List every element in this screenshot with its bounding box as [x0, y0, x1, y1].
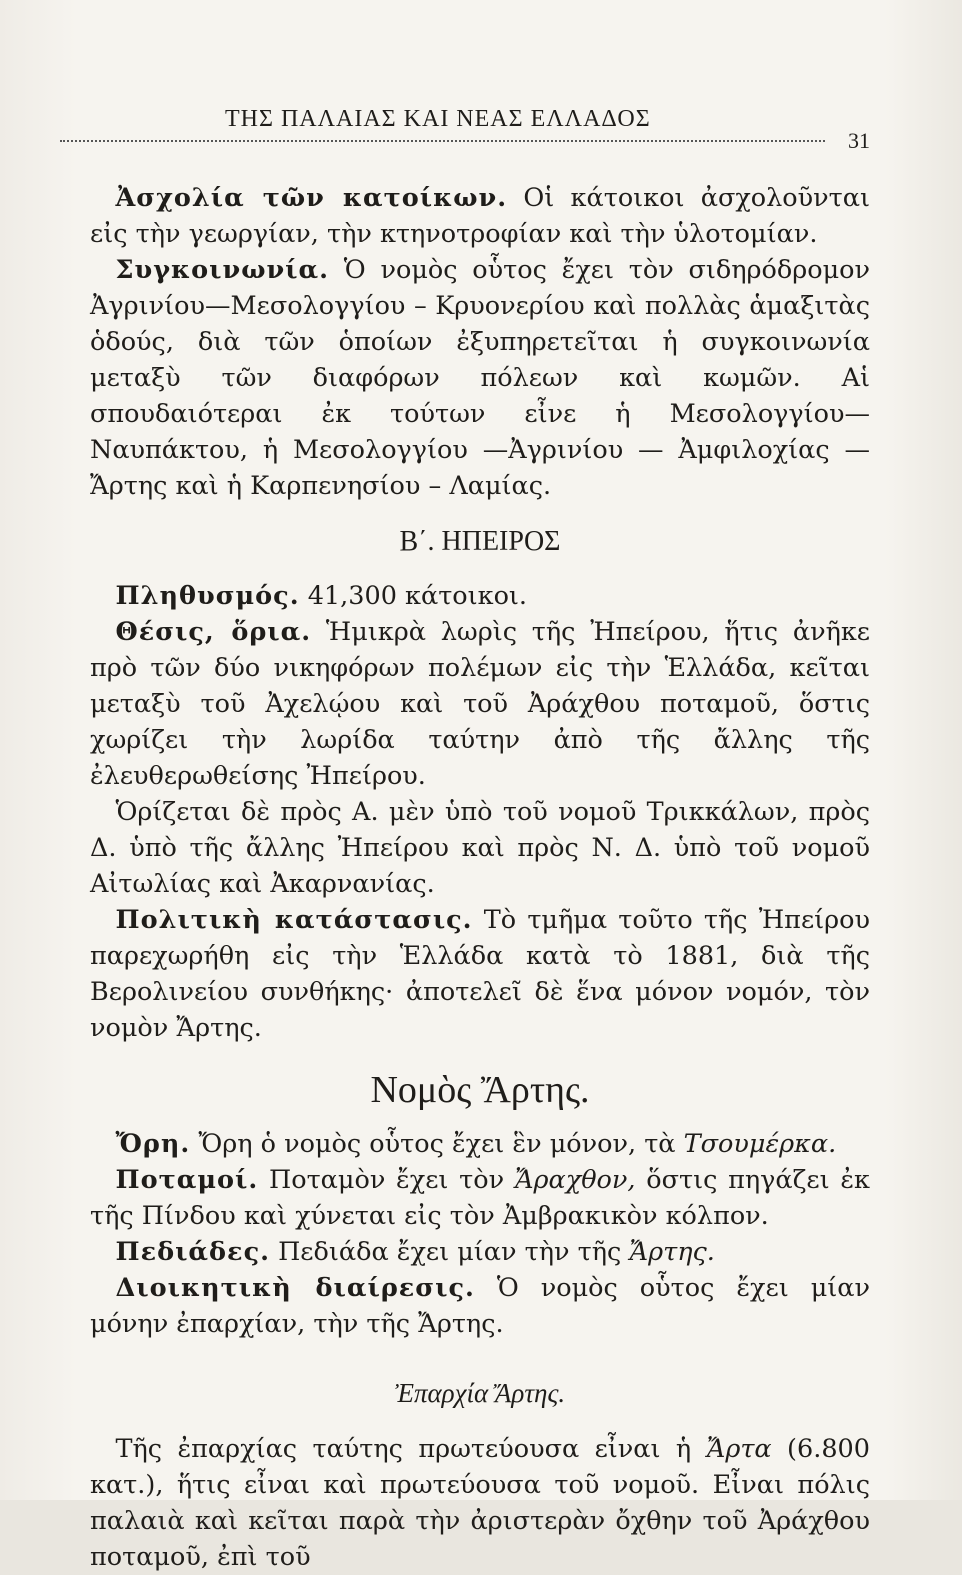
paragraph-rivers: [90, 1162, 870, 1234]
text-communication: Ὁ νομὸς οὗτος ἔχει τὸν σιδηρόδρομον Ἀγρινίου—Μεσολογγίου – Κρυονερίου καὶ πολλὰς ἁμαξιτὰς ὁδούς, διὰ τῶν ὁποίων ἐξυπηρετεῖται ἡ συγκοινωνία μεταξὺ τῶν διαφόρων πόλεων καὶ κωμῶν. Αἱ σπουδαιότεραι ἐκ τούτων εἶνε ἡ Μεσολογγίου—Ναυπάκτου, ἡ Μεσολογγίου —Ἀγρινίου — Ἀμφιλοχίας — Ἄρτης καὶ ἡ Καρπενησίου – Λαμίας.: [90, 255, 870, 501]
text-political: Τὸ τμῆμα τοῦτο τῆς Ἠπείρου παρεχωρήθη εἰς τὴν Ἑλλάδα κατὰ τὸ 1881, διὰ τῆς Βερολινείου συνθήκης· ἀποτελεῖ δὲ ἕνα μόνον νομόν, τὸν νομὸν Ἄρτης.: [90, 905, 870, 1043]
keyword-political: Πολιτικὴ κατάστασις.: [115, 905, 473, 935]
running-header: [60, 98, 880, 158]
text-occupation: Οἱ κάτοικοι ἀσχολοῦνται εἰς τὴν γεωργίαν, τὴν κτηνοτροφίαν καὶ τὴν ὑλοτομίαν.: [90, 183, 870, 249]
keyword-administration: Διοικητικὴ διαίρεσις.: [115, 1273, 475, 1303]
text-population: 41,300 κάτοικοι.: [299, 581, 528, 611]
section-heading-epirus: Β΄. ΗΠΕΙΡΟΣ: [399, 526, 561, 557]
paragraph-administration: [90, 1270, 870, 1342]
paragraph-mountains: [90, 1126, 870, 1162]
text-rivers-1: Ποταμὸν ἔχει τὸν: [258, 1165, 515, 1195]
text-borders: Ὁρίζεται δὲ πρὸς Α. μὲν ὑπὸ τοῦ νομοῦ Τρικκάλων, πρὸς Δ. ὑπὸ τῆς ἄλλης Ἠπείρου καὶ πρὸς Ν. Δ. ὑπὸ τοῦ νομοῦ Αἰτωλίας καὶ Ἀκαρνανίας.: [90, 797, 870, 899]
paragraph-borders: [90, 794, 870, 902]
paragraph-communication: [90, 252, 870, 504]
paragraph-political: [90, 902, 870, 1046]
text-plains: Πεδιάδα ἔχει μίαν τὴν τῆς: [269, 1237, 630, 1267]
paragraph-plains: [90, 1234, 870, 1270]
paragraph-population: [90, 578, 870, 614]
italic-tsoumerka: Τσουμέρκα.: [683, 1129, 837, 1159]
paragraph-occupation: [90, 180, 870, 252]
keyword-communication: Συγκοινωνία.: [115, 255, 330, 285]
italic-arachthos: Ἄραχθον,: [514, 1165, 636, 1195]
text-location: Ἡμικρὰ λωρὶς τῆς Ἠπείρου, ἥτις ἀνῆκε πρὸ τῶν δύο νικηφόρων πολέμων εἰς τὴν Ἑλλάδα, κεῖται μεταξὺ τοῦ Ἀχελῴου καὶ τοῦ Ἀράχθου ποταμοῦ, ὅστις χωρίζει τὴν λωρίδα ταύτην ἀπὸ τῆς ἄλλης τῆς ἐλευθερωθείσης Ἠπείρου.: [90, 617, 870, 791]
keyword-population: Πληθυσμός.: [115, 581, 300, 611]
keyword-occupation: Ἀσχολία τῶν κατοίκων.: [115, 183, 508, 213]
keyword-mountains: Ὄρη.: [115, 1129, 191, 1159]
keyword-plains: Πεδιάδες.: [115, 1237, 270, 1267]
header-rule: [60, 140, 825, 142]
province-heading: Ἐπαρχία Ἄρτης.: [394, 1378, 566, 1408]
italic-artis: Ἄρτης.: [629, 1237, 715, 1267]
text-mountains: Ὄρη ὁ νομὸς οὗτος ἔχει ἓν μόνον, τὰ: [190, 1129, 684, 1159]
text-arta-1: Τῆς ἐπαρχίας ταύτης πρωτεύουσα εἶναι ἡ: [115, 1434, 707, 1464]
keyword-rivers: Ποταμοί.: [115, 1165, 259, 1195]
header-title: ΤΗΣ ΠΑΛΑΙΑΣ ΚΑΙ ΝΕΑΣ ΕΛΛΑΔΟΣ: [225, 106, 651, 132]
prefecture-heading: Νομὸς Ἄρτης.: [370, 1069, 590, 1111]
paragraph-location: [90, 614, 870, 794]
text-rivers-2: ὅστις πηγάζει ἐκ τῆς Πίνδου καὶ χύνεται εἰς τὸν Ἀμβρακικὸν κόλπον.: [90, 1165, 870, 1231]
text-arta-2: (6.800 κατ.), ἥτις εἶναι καὶ πρωτεύουσα τοῦ νομοῦ. Εἶναι πόλις παλαιὰ καὶ κεῖται παρὰ τὴν ἀριστερὰν ὄχθην τοῦ Ἀράχθου ποταμοῦ, ἐπὶ τοῦ: [90, 1434, 871, 1572]
paragraph-arta: [90, 1431, 870, 1575]
italic-arta: Ἄρτα: [706, 1434, 772, 1464]
page-body: [90, 180, 870, 1575]
text-administration: Ὁ νομὸς οὗτος ἔχει μίαν μόνην ἐπαρχίαν, τὴν τῆς Ἄρτης.: [90, 1273, 870, 1339]
page-number: 31: [848, 128, 870, 153]
keyword-location: Θέσις, ὅρια.: [115, 617, 312, 647]
